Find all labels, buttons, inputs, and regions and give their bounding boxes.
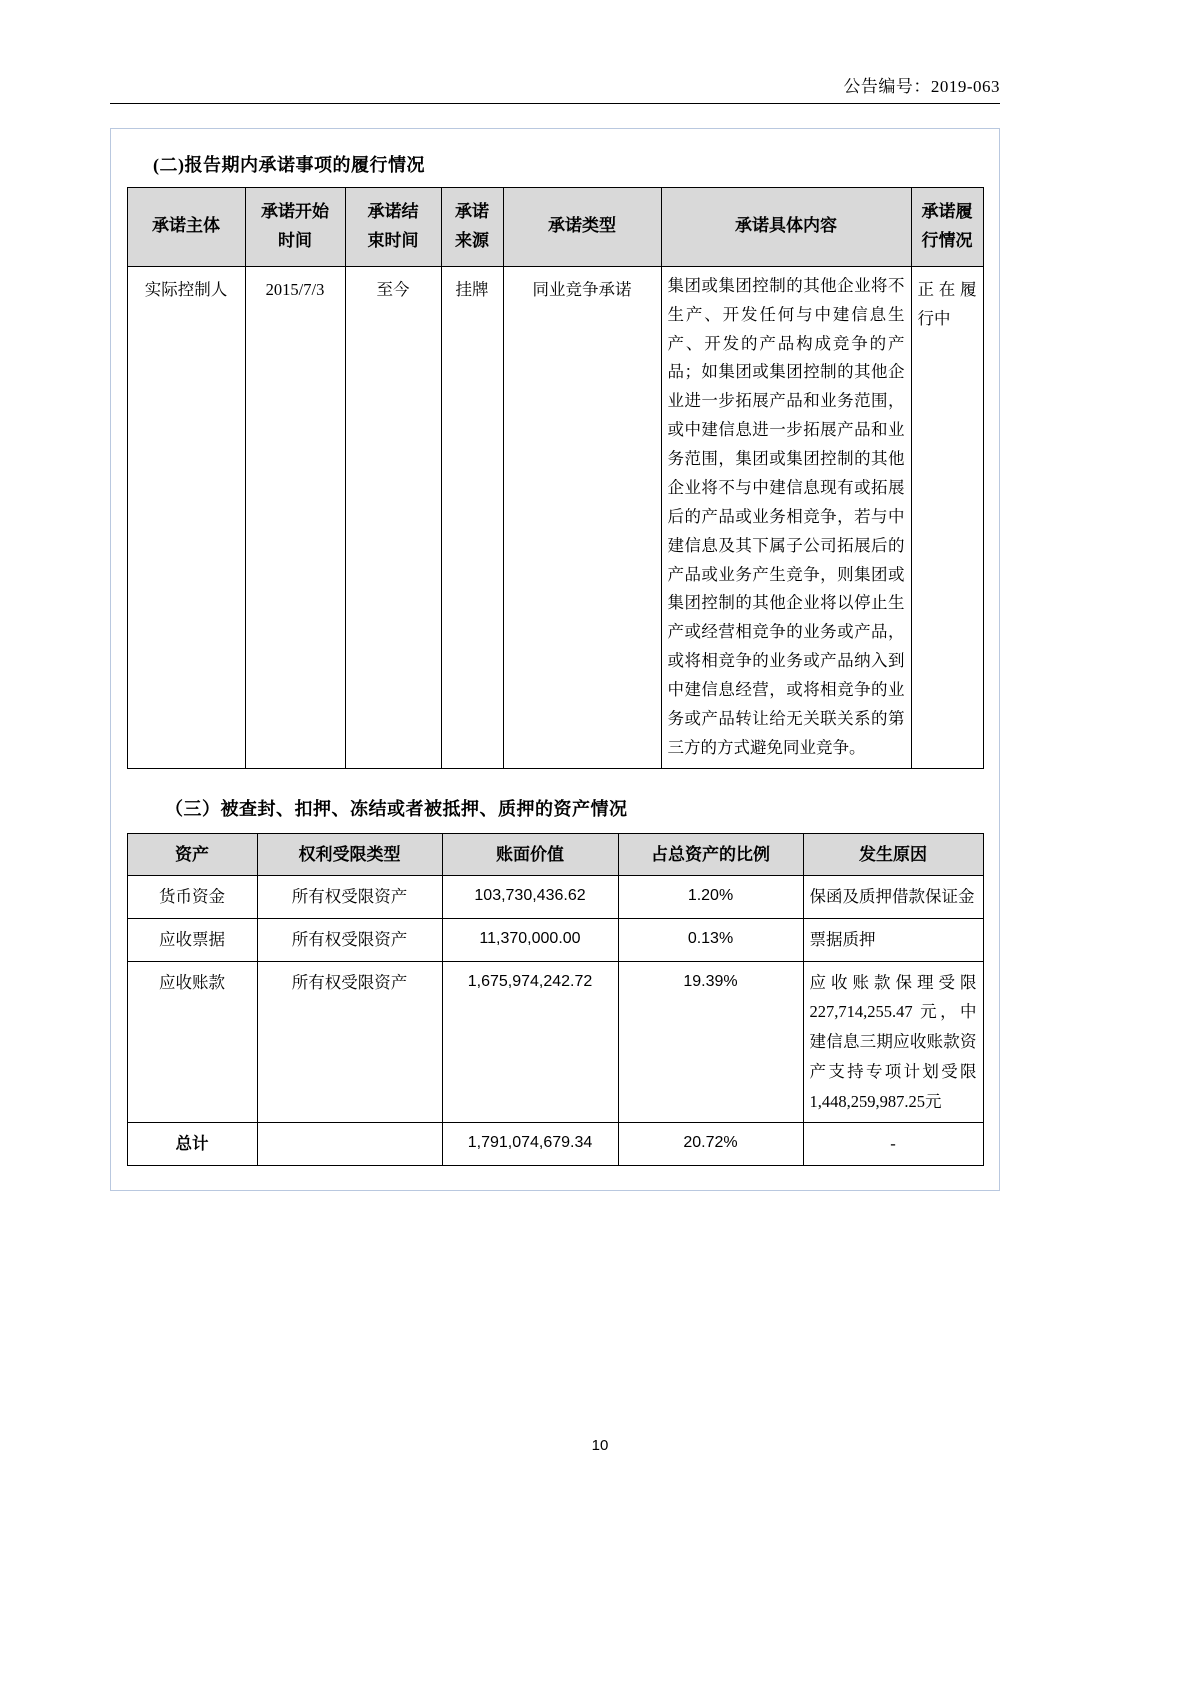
restricted-assets-table <box>127 833 984 1166</box>
table-header-row <box>127 833 983 876</box>
cell-book-value: 1,675,974,242.72 <box>442 961 618 1122</box>
col-header-start-line1: 承诺开始 <box>261 202 329 221</box>
table-row <box>127 919 983 962</box>
cell-asset: 应收账款 <box>127 961 257 1122</box>
cell-asset: 货币资金 <box>127 876 257 919</box>
col-header-status-line2: 行情况 <box>921 230 973 250</box>
header-divider <box>110 103 1000 104</box>
cell-total-restriction <box>257 1123 442 1166</box>
cell-total-book-value: 1,791,074,679.34 <box>442 1123 618 1166</box>
cell-status: 正在履行中 <box>911 266 983 768</box>
cell-ratio: 19.39% <box>618 961 803 1122</box>
cell-source: 挂牌 <box>441 266 503 768</box>
col-header-end <box>345 188 441 267</box>
cell-reason: 票据质押 <box>803 919 983 962</box>
col-header-start-line2: 时间 <box>278 230 312 250</box>
cell-total-reason: - <box>803 1123 983 1166</box>
commitment-table <box>127 187 984 769</box>
col-header-end-line1: 承诺结 <box>367 202 419 221</box>
cell-restriction: 所有权受限资产 <box>257 919 442 962</box>
col-header-book-value: 账面价值 <box>442 833 618 876</box>
table-row <box>127 266 983 768</box>
col-header-source-line1: 承诺 <box>455 202 489 221</box>
table-row <box>127 876 983 919</box>
col-header-asset: 资产 <box>127 833 257 876</box>
cell-ratio: 0.13% <box>618 919 803 962</box>
col-header-content-line1: 承诺具体内容 <box>735 216 837 236</box>
cell-restriction: 所有权受限资产 <box>257 876 442 919</box>
table-header-row <box>127 188 983 267</box>
cell-book-value: 103,730,436.62 <box>442 876 618 919</box>
cell-content: 集团或集团控制的其他企业将不生产、开发任何与中建信息生产、开发的产品构成竞争的产品；如集团或集团控制的其他企业进一步拓展产品和业务范围，或中建信息进一步拓展产品和业务范围，集团或集团控制的其他企业将不与中建信息现有或拓展后的产品或业务相竞争，若与中建信息及其下属子公司拓展后的产品或业务产生竞争，则集团或集团控制的其他企业将以停止生产或经营相竞争的业务或产品，或将相竞争的业务或产品纳入到中建信息经营，或将相竞争的业务或产品转让给无关联关系的第三方的方式避免同业竞争。 <box>661 266 911 768</box>
cell-start-date: 2015/7/3 <box>245 266 345 768</box>
col-header-type-line1: 承诺类型 <box>548 216 616 236</box>
cell-end-date: 至今 <box>345 266 441 768</box>
cell-total-label: 总计 <box>127 1123 257 1166</box>
section-title-three: （三）被查封、扣押、冻结或者被抵押、质押的资产情况 <box>165 798 628 819</box>
col-header-ratio: 占总资产的比例 <box>618 833 803 876</box>
cell-asset: 应收票据 <box>127 919 257 962</box>
announcement-number: 公告编号：2019-063 <box>843 77 1000 96</box>
cell-ratio: 1.20% <box>618 876 803 919</box>
page-number: 10 <box>591 1437 609 1454</box>
col-header-subject-line1: 承诺主体 <box>152 216 220 236</box>
col-header-restriction-type: 权利受限类型 <box>257 833 442 876</box>
page-header <box>110 72 1000 104</box>
col-header-status-line1: 承诺履 <box>921 202 973 221</box>
col-header-source-line2: 来源 <box>455 230 489 250</box>
cell-book-value: 11,370,000.00 <box>442 919 618 962</box>
cell-reason: 应收账款保理受限227,714,255.47 元，中建信息三期应收账款资产支持专项计划受限1,448,259,987.25元 <box>803 961 983 1122</box>
content-frame <box>110 128 1000 1191</box>
col-header-start <box>245 188 345 267</box>
col-header-end-line2: 束时间 <box>367 230 419 250</box>
col-header-type <box>503 188 661 267</box>
col-header-content <box>661 188 911 267</box>
table-row <box>127 961 983 1122</box>
cell-reason: 保函及质押借款保证金 <box>803 876 983 919</box>
cell-restriction: 所有权受限资产 <box>257 961 442 1122</box>
col-header-reason: 发生原因 <box>803 833 983 876</box>
cell-type: 同业竞争承诺 <box>503 266 661 768</box>
col-header-status <box>911 188 983 267</box>
section-title-two: (二)报告期内承诺事项的履行情况 <box>153 155 425 175</box>
col-header-source <box>441 188 503 267</box>
col-header-subject <box>127 188 245 267</box>
cell-total-ratio: 20.72% <box>618 1123 803 1166</box>
cell-subject: 实际控制人 <box>127 266 245 768</box>
table-row-total <box>127 1123 983 1166</box>
